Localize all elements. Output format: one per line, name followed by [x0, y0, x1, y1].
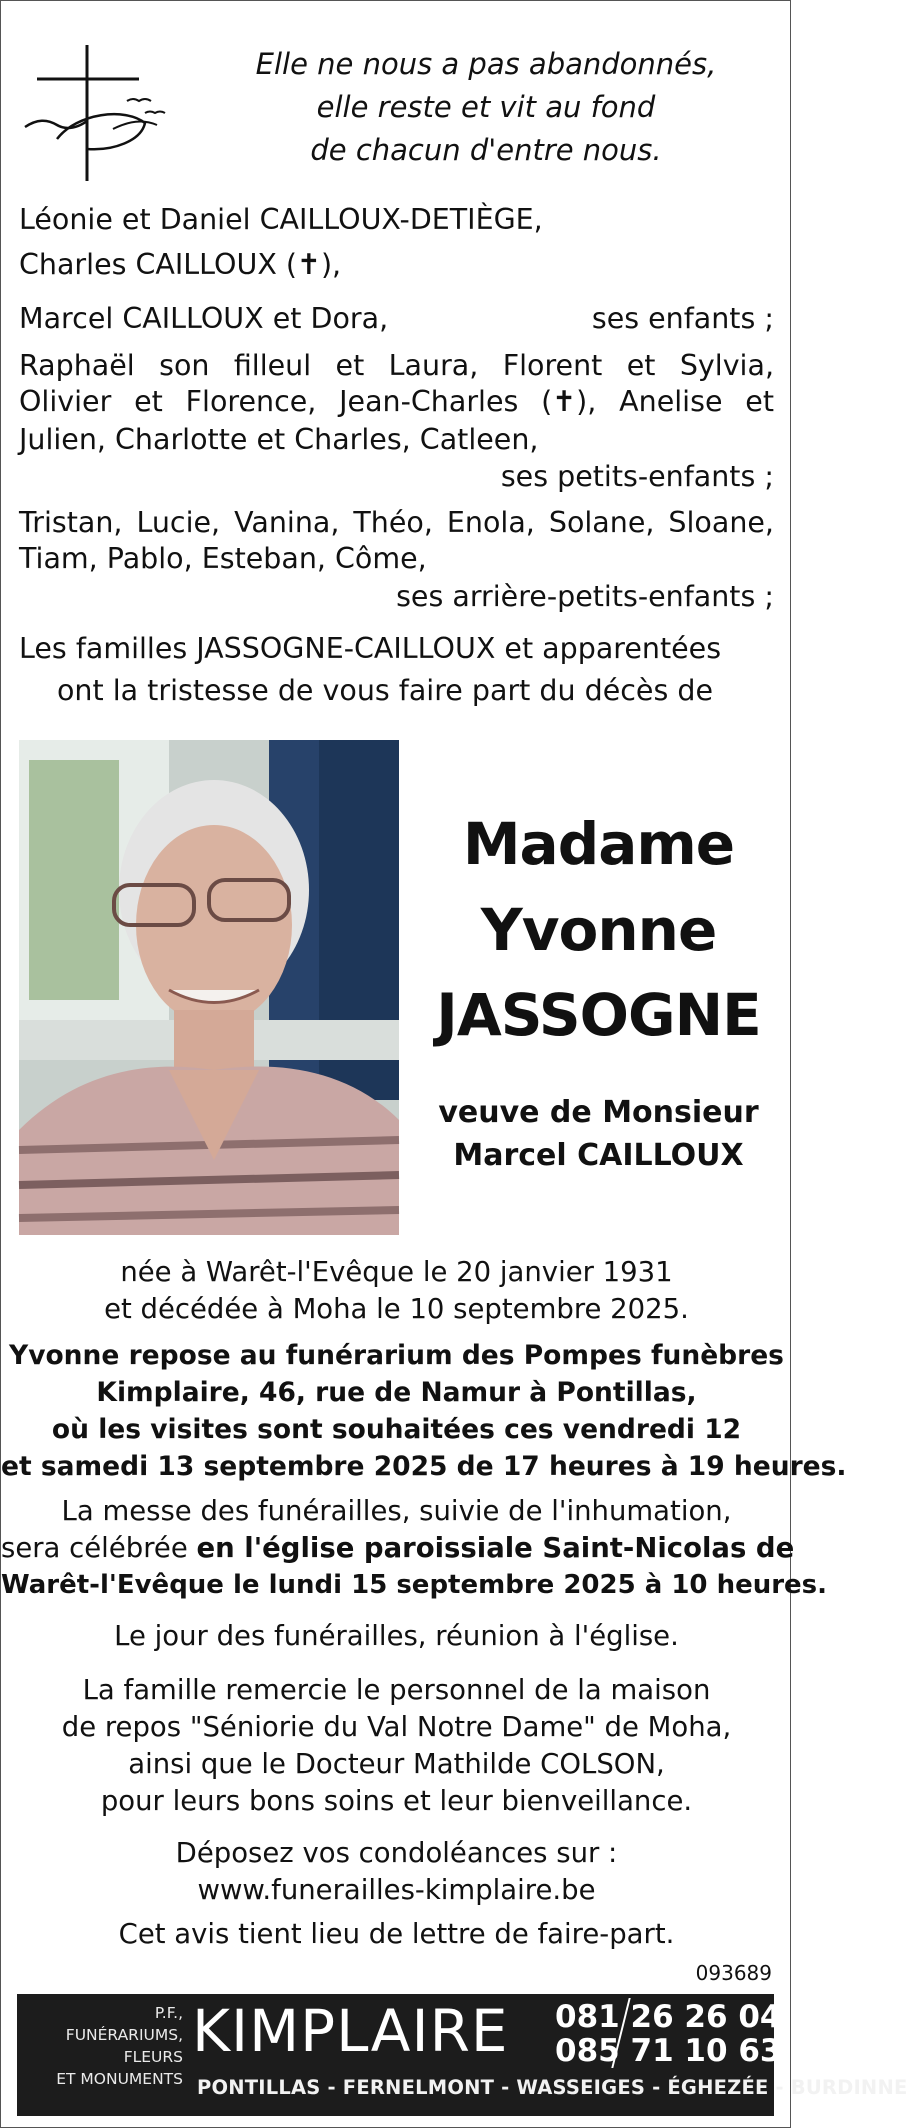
phone-number[interactable]: 085 71 10 63: [555, 2033, 782, 2069]
thanks-line: La famille remercie le personnel de la maison: [82, 1674, 711, 1706]
widow-of: [421, 1091, 776, 1177]
meeting-line: Le jour des funérailles, réunion à l'église.: [114, 1620, 679, 1652]
families-line: Les familles JASSOGNE-CAILLOUX et apparentées: [19, 632, 722, 665]
services-list: [23, 2002, 183, 2090]
service-line: P.F.,: [154, 2004, 183, 2022]
notice-line: Cet avis tient lieu de lettre de faire-part.: [118, 1918, 675, 1950]
family-text: Charles CAILLOUX (: [19, 248, 298, 281]
deceased-first-name: Yvonne: [480, 896, 717, 964]
family-great-grandchildren-line: Tristan, Lucie, Vanina, Théo, Enola, Solane, Sloane,: [19, 506, 774, 539]
epitaph: [231, 43, 741, 172]
birth-line: née à Warêt-l'Evêque le 20 janvier 1931: [120, 1256, 673, 1288]
portrait-photo: [19, 740, 399, 1235]
family-grandchildren-line: Julien, Charlotte et Charles, Catleen,: [19, 423, 539, 456]
epitaph-line: de chacun d'entre nous.: [310, 133, 662, 167]
condolences-line: Déposez vos condoléances sur :: [175, 1837, 618, 1869]
family-text: Olivier et Florence, Jean-Charles (: [19, 385, 553, 418]
visitation-line: Kimplaire, 46, rue de Namur à Pontillas,: [96, 1377, 697, 1408]
announce-line: ont la tristesse de vous faire part du décès de: [57, 674, 713, 707]
widow-line: veuve de Monsieur: [438, 1095, 759, 1130]
funeral-home-banner: [17, 1994, 908, 2116]
role-grandchildren: ses petits-enfants ;: [500, 460, 774, 493]
death-line: et décédée à Moha le 10 septembre 2025.: [104, 1293, 689, 1325]
condolences-website-link[interactable]: www.funerailles-kimplaire.be: [197, 1874, 596, 1906]
family-text: ), Anelise et: [576, 385, 774, 418]
towns-list: PONTILLAS - FERNELMONT - WASSEIGES - ÉGHEZÉE - BURDINNE: [197, 2076, 908, 2099]
family-grandchildren-line: [19, 382, 774, 421]
epitaph-line: elle reste et vit au fond: [316, 90, 656, 124]
family-children-line: [19, 245, 774, 284]
deceased-cross-icon: ✝: [552, 385, 577, 418]
reference-code: 093689: [695, 1961, 772, 1985]
role-great-grandchildren: ses arrière-petits-enfants ;: [396, 580, 774, 613]
deceased-last-name: JASSOGNE: [436, 981, 761, 1049]
family-great-grandchildren-line: Tiam, Pablo, Esteban, Côme,: [19, 542, 427, 575]
service-line: FUNÉRARIUMS,: [65, 2026, 183, 2044]
thanks-line: ainsi que le Docteur Mathilde COLSON,: [128, 1748, 665, 1780]
visitation-line: Yvonne repose au funérarium des Pompes funèbres: [9, 1340, 784, 1371]
visitation-line: et samedi 13 septembre 2025 de 17 heures à 19 heures.: [1, 1451, 847, 1482]
family-children-line: [19, 299, 774, 338]
mass-church: en l'église paroissiale Saint-Nicolas de: [196, 1532, 795, 1564]
role-children: ses enfants ;: [591, 302, 774, 335]
thanks-line: de repos "Séniorie du Val Notre Dame" de Moha,: [61, 1711, 732, 1743]
deceased-cross-icon: ✝: [297, 248, 321, 281]
family-text: Marcel CAILLOUX et Dora,: [19, 302, 389, 335]
thanks-line: pour leurs bons soins et leur bienveillance.: [100, 1785, 693, 1817]
epitaph-line: Elle ne nous a pas abandonnés,: [255, 47, 717, 81]
mass-line: La messe des funérailles, suivie de l'inhumation,: [61, 1495, 732, 1527]
family-children-line: Léonie et Daniel CAILLOUX-DETIÈGE,: [19, 203, 543, 236]
family-text: ),: [320, 248, 342, 281]
phone-number[interactable]: 081 26 26 04: [555, 1999, 782, 2035]
family-grandchildren-line: Raphaël son filleul et Laura, Florent et Sylvia,: [19, 349, 774, 382]
service-line: FLEURS: [123, 2048, 183, 2066]
brand-name: KIMPLAIRE: [192, 1997, 509, 2065]
cross-sunset-icon: [17, 41, 177, 186]
deceased-title: Madame: [462, 810, 735, 878]
mass-text: sera célébrée: [1, 1532, 197, 1564]
widow-line: Marcel CAILLOUX: [453, 1138, 744, 1173]
visitation-line: où les visites sont souhaitées ces vendredi 12: [51, 1414, 742, 1445]
mass-line: Warêt-l'Evêque le lundi 15 septembre 2025 à 10 heures.: [1, 1570, 828, 1600]
service-line: ET MONUMENTS: [56, 2070, 183, 2088]
mass-line: [1, 1529, 795, 1568]
